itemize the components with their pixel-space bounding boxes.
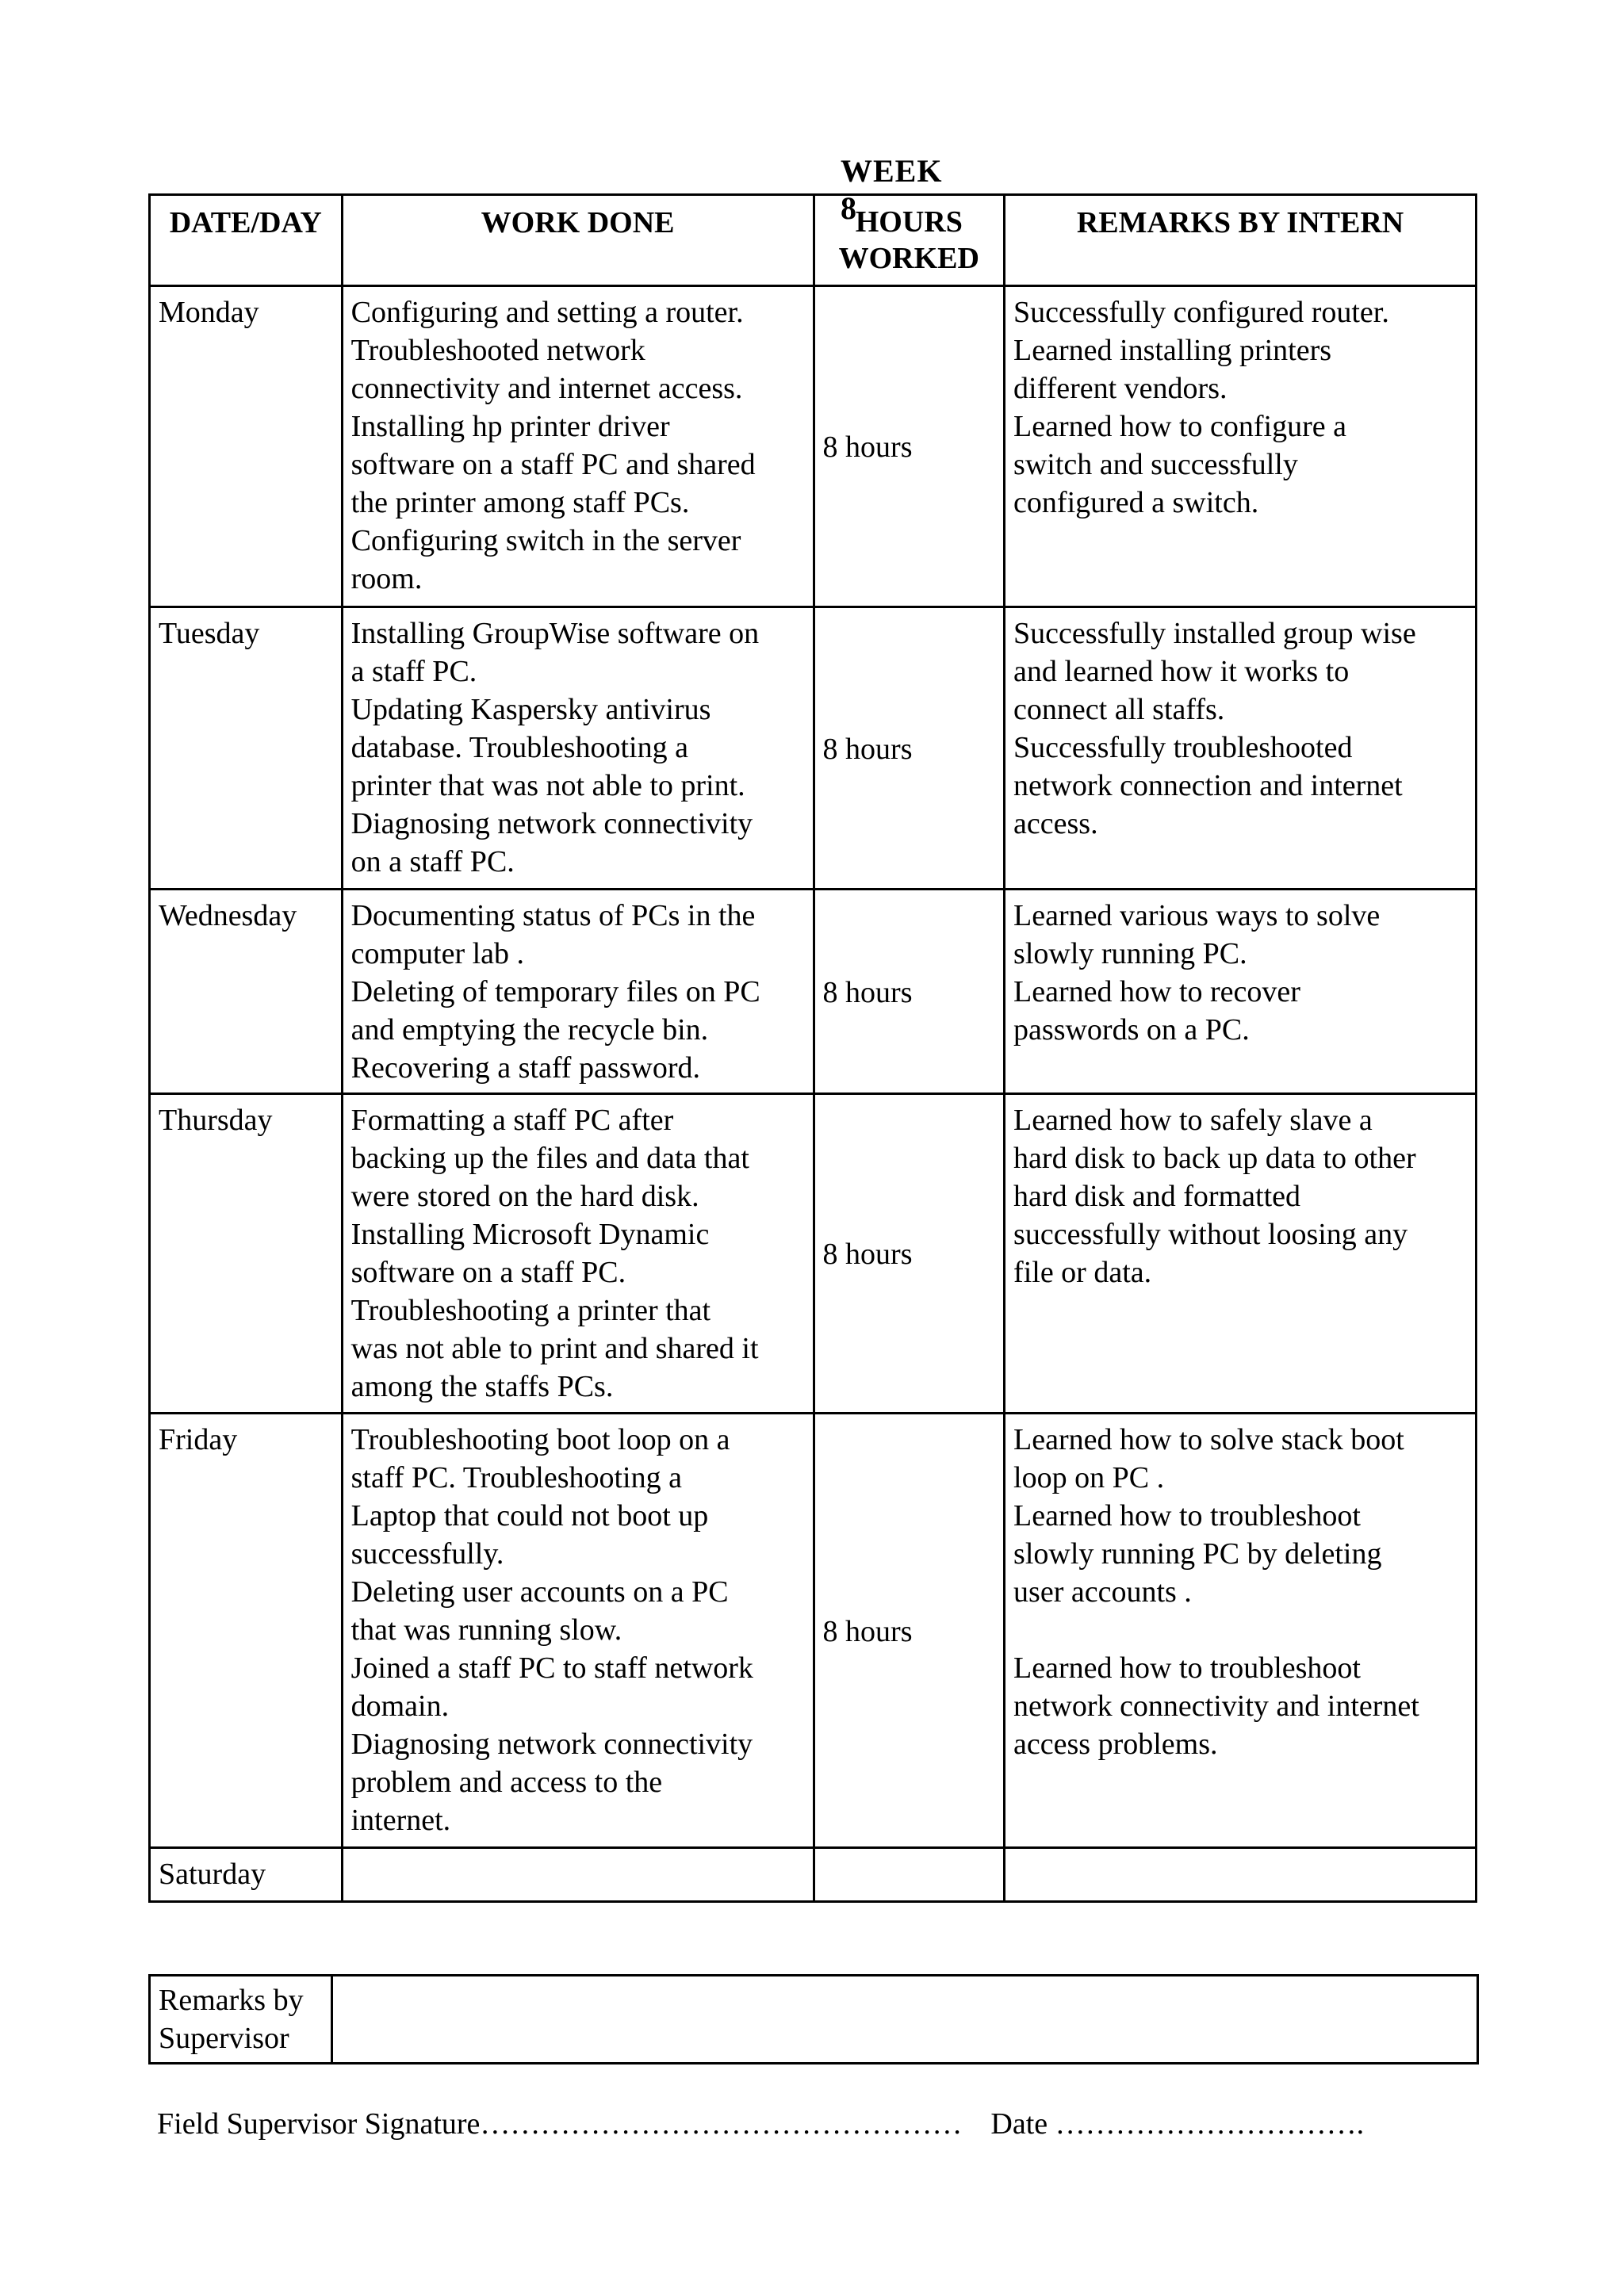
work-done-line: and emptying the recycle bin. bbox=[350, 1013, 709, 1047]
supervisor-remarks-field[interactable] bbox=[332, 1976, 1478, 2064]
work-done-line: Installing hp printer driver bbox=[350, 410, 670, 443]
work-done-line: internet. bbox=[350, 1804, 451, 1837]
intern-remarks-cell bbox=[1005, 1414, 1477, 1848]
work-done-line: computer lab . bbox=[350, 937, 525, 970]
intern-remark-line: Successfully configured router. bbox=[1013, 296, 1389, 329]
work-done-line: Recovering a staff password. bbox=[350, 1051, 701, 1085]
work-done-line: among the staffs PCs. bbox=[350, 1370, 614, 1403]
intern-remark-line: passwords on a PC. bbox=[1013, 1013, 1250, 1047]
work-done-line: Deleting of temporary files on PC bbox=[350, 975, 760, 1008]
work-done-line: printer that was not able to print. bbox=[350, 769, 745, 802]
intern-remark-line: file or data. bbox=[1013, 1256, 1152, 1289]
intern-remark-line: network connection and internet bbox=[1013, 769, 1403, 802]
weekly-log-table bbox=[148, 193, 1477, 1903]
intern-remarks-cell bbox=[1005, 890, 1477, 1094]
work-done-line: Joined a staff PC to staff network bbox=[350, 1651, 753, 1685]
week-title: WEEK 8 bbox=[841, 153, 943, 226]
work-done-line: backing up the files and data that bbox=[350, 1142, 749, 1175]
hours-worked-cell: 8 hours bbox=[814, 286, 1005, 607]
day-cell: Tuesday bbox=[150, 607, 343, 890]
work-done-line: Configuring and setting a router. bbox=[350, 296, 744, 329]
intern-remark-line: network connectivity and internet bbox=[1013, 1689, 1419, 1723]
table-row bbox=[150, 1848, 1477, 1902]
work-done-line: software on a staff PC and shared bbox=[350, 448, 756, 481]
table-row bbox=[150, 607, 1477, 890]
intern-remark-line: Learned how to configure a bbox=[1013, 410, 1346, 443]
table-row bbox=[150, 286, 1477, 607]
intern-remark-line: different vendors. bbox=[1013, 372, 1228, 405]
work-done-cell bbox=[342, 1414, 814, 1848]
day-cell: Wednesday bbox=[150, 890, 343, 1094]
hours-worked-cell: 8 hours bbox=[814, 890, 1005, 1094]
work-done-line: that was running slow. bbox=[350, 1613, 622, 1647]
header-hours-worked bbox=[814, 195, 1005, 286]
work-done-line: Deleting user accounts on a PC bbox=[350, 1575, 729, 1609]
work-done-cell bbox=[342, 607, 814, 890]
work-done-cell[interactable] bbox=[342, 1848, 814, 1902]
header-work-done: WORK DONE bbox=[342, 195, 814, 286]
intern-remarks-cell bbox=[1005, 1094, 1477, 1414]
header-hours-line-1: HOURS bbox=[855, 205, 963, 239]
work-done-line: was not able to print and shared it bbox=[350, 1332, 759, 1365]
work-done-line: room. bbox=[350, 562, 423, 595]
work-done-line: domain. bbox=[350, 1689, 450, 1723]
header-hours-line-2: WORKED bbox=[838, 242, 979, 275]
intern-remark-line: configured a switch. bbox=[1013, 486, 1259, 519]
intern-remark-line: switch and successfully bbox=[1013, 448, 1298, 481]
work-done-line: Installing GroupWise software on bbox=[350, 617, 760, 650]
work-done-line: staff PC. Troubleshooting a bbox=[350, 1461, 682, 1494]
signature-date-field[interactable]: Date …………………………. bbox=[990, 2107, 1365, 2141]
intern-remark-line: Learned installing printers bbox=[1013, 334, 1332, 367]
work-done-line: were stored on the hard disk. bbox=[350, 1180, 699, 1213]
intern-remark-line: user accounts . bbox=[1013, 1575, 1192, 1609]
table-row bbox=[150, 890, 1477, 1094]
work-done-line: a staff PC. bbox=[350, 655, 477, 688]
work-done-line: Formatting a staff PC after bbox=[350, 1104, 674, 1137]
intern-remark-line: Learned how to safely slave a bbox=[1013, 1104, 1373, 1137]
intern-remark-line bbox=[1013, 1611, 1467, 1649]
table-row bbox=[150, 1414, 1477, 1848]
work-done-line: successfully. bbox=[350, 1537, 504, 1571]
day-cell: Friday bbox=[150, 1414, 343, 1848]
work-done-line: database. Troubleshooting a bbox=[350, 731, 688, 764]
intern-remark-line: Learned how to recover bbox=[1013, 975, 1300, 1008]
intern-remarks-cell[interactable] bbox=[1005, 1848, 1477, 1902]
supervisor-label-line-1: Remarks by bbox=[159, 1984, 304, 2017]
intern-remarks-cell bbox=[1005, 286, 1477, 607]
supervisor-label-line-2: Supervisor bbox=[159, 2022, 289, 2055]
work-done-line: Troubleshooting boot loop on a bbox=[350, 1423, 730, 1456]
intern-remark-line: access. bbox=[1013, 807, 1098, 840]
intern-remark-line: and learned how it works to bbox=[1013, 655, 1350, 688]
work-done-line: Troubleshooted network bbox=[350, 334, 645, 367]
intern-remark-line: Learned how to troubleshoot bbox=[1013, 1499, 1361, 1533]
table-header-row bbox=[150, 195, 1477, 286]
intern-remark-line: slowly running PC by deleting bbox=[1013, 1537, 1382, 1571]
hours-worked-cell: 8 hours bbox=[814, 607, 1005, 890]
supervisor-signature-field[interactable]: Field Supervisor Signature………………………………………… bbox=[157, 2107, 963, 2141]
work-done-line: Laptop that could not boot up bbox=[350, 1499, 709, 1533]
day-cell: Thursday bbox=[150, 1094, 343, 1414]
intern-remark-line: Learned how to solve stack boot bbox=[1013, 1423, 1404, 1456]
hours-worked-cell: 8 hours bbox=[814, 1414, 1005, 1848]
hours-worked-cell: 8 hours bbox=[814, 1094, 1005, 1414]
intern-remark-line: Learned various ways to solve bbox=[1013, 899, 1381, 932]
intern-remark-line: slowly running PC. bbox=[1013, 937, 1247, 970]
header-remarks-by-intern: REMARKS BY INTERN bbox=[1005, 195, 1477, 286]
work-done-line: the printer among staff PCs. bbox=[350, 486, 690, 519]
table-row bbox=[150, 1094, 1477, 1414]
intern-remark-line: Successfully troubleshooted bbox=[1013, 731, 1353, 764]
header-date-day: DATE/DAY bbox=[150, 195, 343, 286]
log-body bbox=[150, 286, 1477, 1902]
work-done-line: Configuring switch in the server bbox=[350, 524, 741, 557]
work-done-line: problem and access to the bbox=[350, 1766, 663, 1799]
intern-remark-line: Successfully installed group wise bbox=[1013, 617, 1416, 650]
work-done-line: Updating Kaspersky antivirus bbox=[350, 693, 711, 726]
work-done-cell bbox=[342, 890, 814, 1094]
intern-remark-line: hard disk and formatted bbox=[1013, 1180, 1300, 1213]
signature-line bbox=[157, 2107, 1364, 2141]
work-done-line: software on a staff PC. bbox=[350, 1256, 626, 1289]
work-done-cell bbox=[342, 1094, 814, 1414]
work-done-line: on a staff PC. bbox=[350, 845, 515, 878]
work-done-cell bbox=[342, 286, 814, 607]
supervisor-remarks-table bbox=[148, 1974, 1479, 2064]
intern-remark-line: loop on PC . bbox=[1013, 1461, 1165, 1494]
intern-remark-line: hard disk to back up data to other bbox=[1013, 1142, 1416, 1175]
work-done-line: connectivity and internet access. bbox=[350, 372, 743, 405]
work-done-line: Diagnosing network connectivity bbox=[350, 807, 753, 840]
supervisor-remarks-row bbox=[150, 1976, 1478, 2064]
day-cell: Monday bbox=[150, 286, 343, 607]
day-cell: Saturday bbox=[150, 1848, 343, 1902]
work-done-line: Documenting status of PCs in the bbox=[350, 899, 756, 932]
work-done-line: Diagnosing network connectivity bbox=[350, 1728, 753, 1761]
supervisor-remarks-label bbox=[150, 1976, 332, 2064]
intern-remark-line: connect all staffs. bbox=[1013, 693, 1225, 726]
hours-worked-cell[interactable] bbox=[814, 1848, 1005, 1902]
intern-remarks-cell bbox=[1005, 607, 1477, 890]
work-done-line: Troubleshooting a printer that bbox=[350, 1294, 711, 1327]
work-done-line: Installing Microsoft Dynamic bbox=[350, 1218, 710, 1251]
intern-remark-line: successfully without loosing any bbox=[1013, 1218, 1408, 1251]
intern-remark-line: Learned how to troubleshoot bbox=[1013, 1651, 1361, 1685]
intern-remark-line: access problems. bbox=[1013, 1728, 1218, 1761]
